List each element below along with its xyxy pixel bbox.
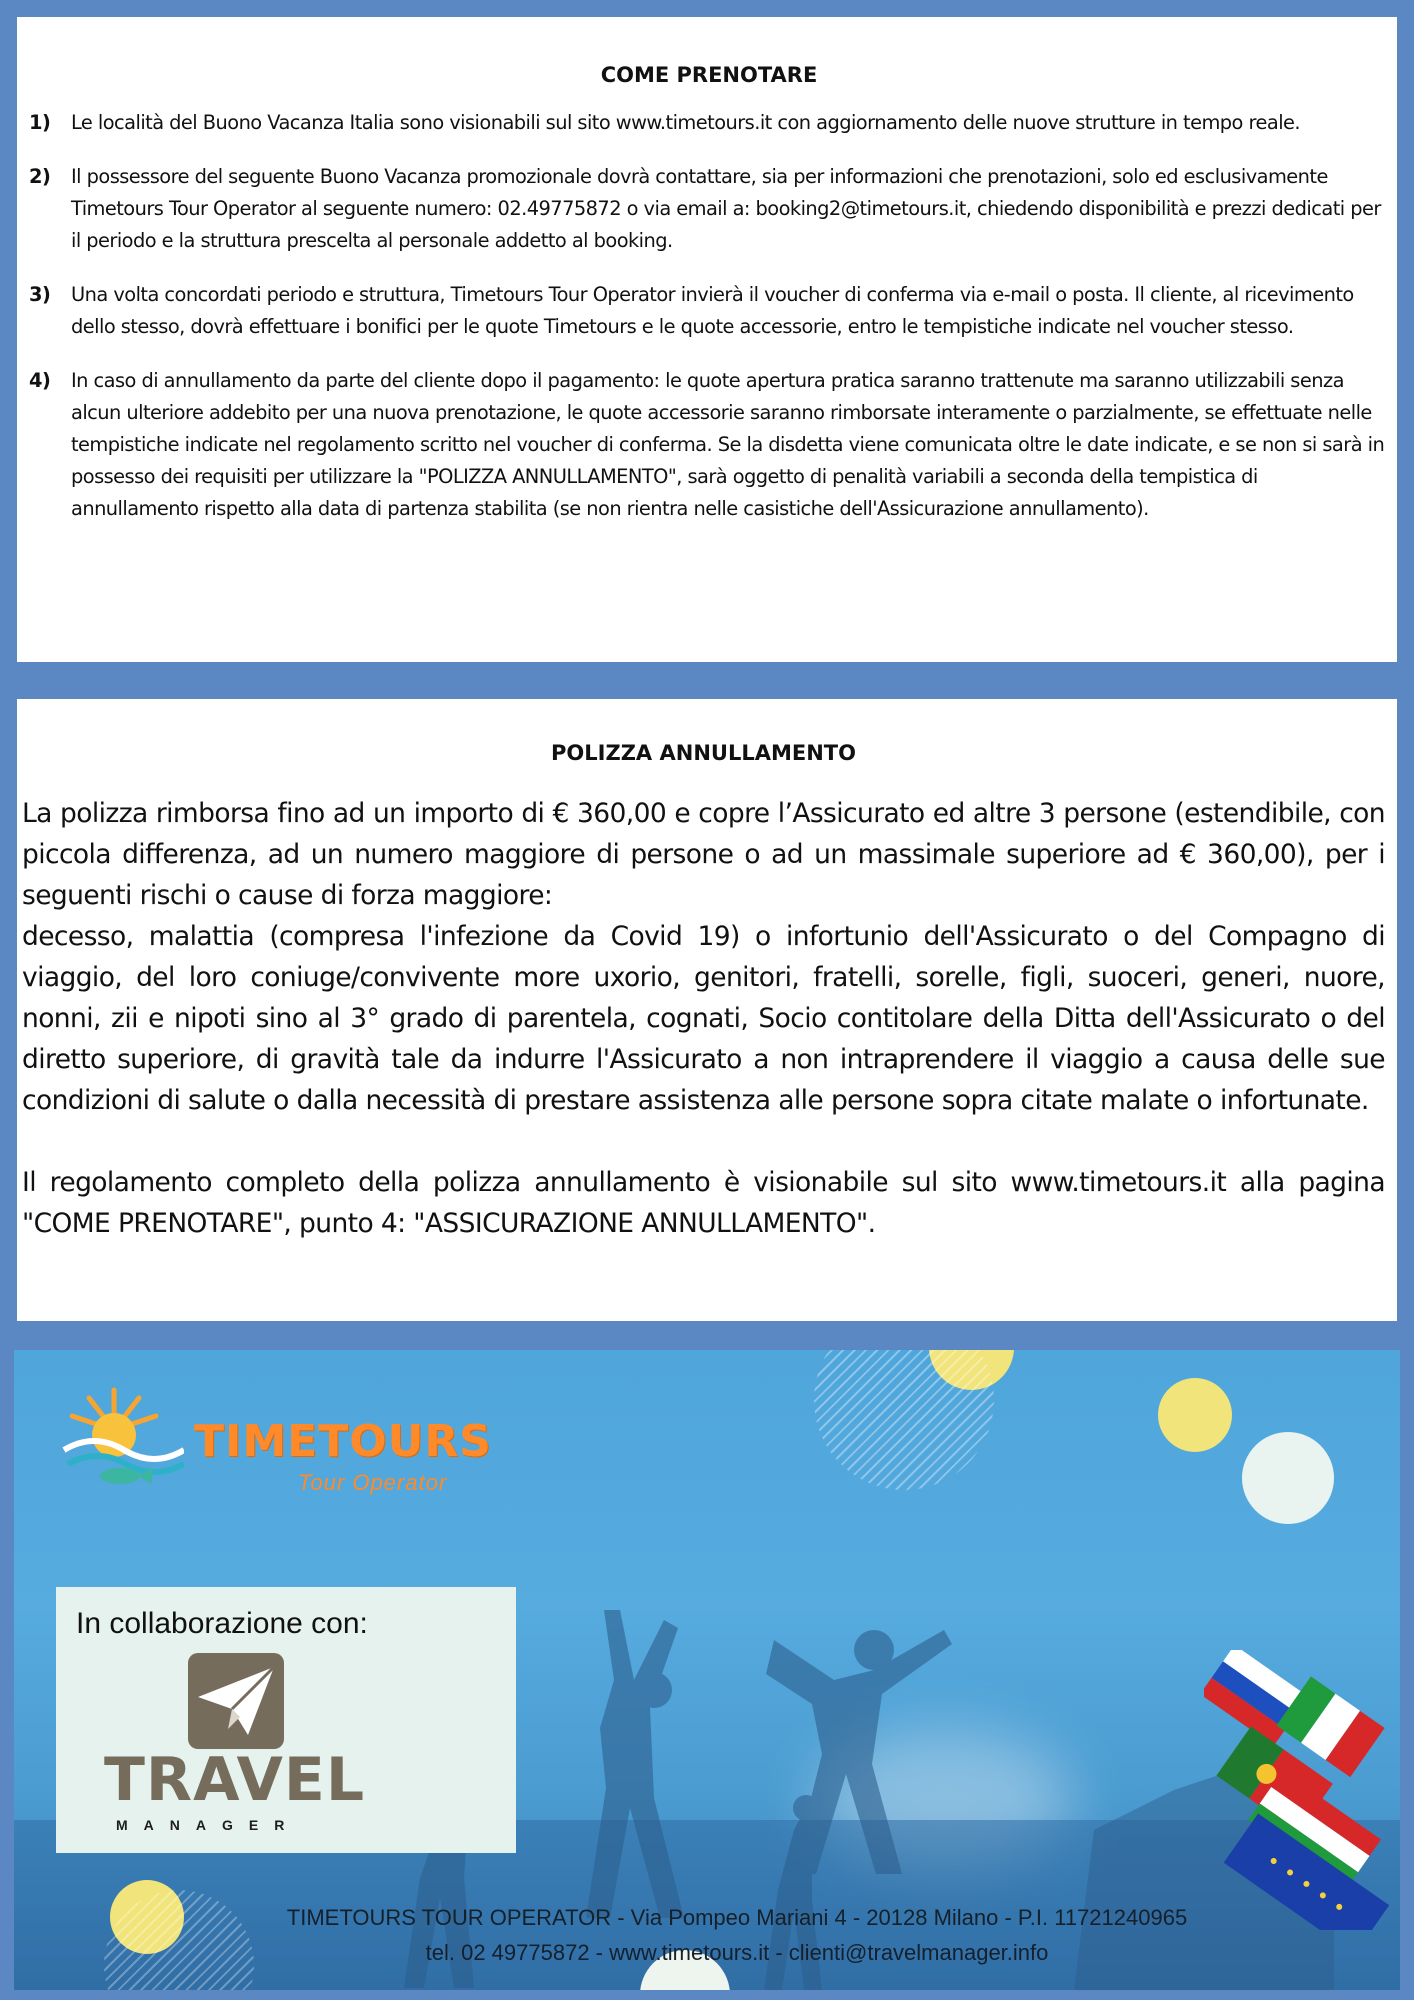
- list-item: [29, 161, 1389, 257]
- step-number: 2): [29, 165, 51, 188]
- step-text: Una volta concordati periodo e struttura, Timetours Tour Operator invierà il voucher di conferma via e-mail o posta. Il cliente, al ricevimento dello stesso, dovrà effettuare i bonifici per le quote Timetours e le quote accessorie, entro le tempistiche indicate nel voucher stesso.: [71, 283, 1354, 338]
- partner-name: TRAVEL: [104, 1745, 366, 1815]
- step-text: Il possessore del seguente Buono Vacanza promozionale dovrà contattare, sia per informazioni che prenotazioni, solo ed esclusivamente Timetours Tour Operator al seguente numero: 02.49775872 o via email a: booking2@timetours.it, chiedendo disponibilità e prezzi dedicati per il periodo e la struttura prescelta al personale addetto al booking.: [71, 165, 1381, 252]
- polizza-paragraph-2: decesso, malattia (compresa l'infezione da Covid 19) o infortunio dell'Assicurato o del Compagno di viaggio, del loro coniuge/convivente more uxorio, genitori, fratelli, sorelle, figli, suoceri, generi, nuore, nonni, zii e nipoti sino al 3° grado di parentela, cognati, Socio contitolare della Ditta dell'Assicurato o del diretto superiore, di gravità tale da indurre l'Assicurato a non intraprendere il viaggio a causa delle sue condizioni di salute o dalla necessità di prestare assistenza alle persone sopra citate malate o infortunate.: [22, 921, 1385, 1116]
- polizza-paragraph-1: La polizza rimborsa fino ad un importo di € 360,00 e copre l’Assicurato ed altre 3 persone (estendibile, con piccola differenza, ad un numero maggiore di persone o ad un massimale superiore ad € 360,00), per i seguenti rischi o cause di forza maggiore:: [22, 798, 1385, 911]
- step-text: Le località del Buono Vacanza Italia sono visionabili sul sito www.timetours.it con aggiornamento delle nuove strutture in tempo reale.: [71, 111, 1301, 134]
- come-prenotare-title: COME PRENOTARE: [600, 63, 818, 87]
- polizza-paragraph-3: Il regolamento completo della polizza annullamento è visionabile sul sito www.timetours.it alla pagina "COME PRENOTARE", punto 4: "ASSICURAZIONE ANNULLAMENTO".: [22, 1167, 1385, 1239]
- partner-subtitle: MANAGER: [116, 1817, 301, 1833]
- footer-address: TIMETOURS TOUR OPERATOR - Via Pompeo Mariani 4 - 20128 Milano - P.I. 11721240965: [286, 1905, 1188, 1930]
- step-number: 4): [29, 369, 51, 392]
- step-number: 3): [29, 283, 51, 306]
- timetours-logo: [54, 1380, 492, 1495]
- list-item: [29, 365, 1389, 525]
- list-item: [29, 107, 1389, 139]
- list-item: [29, 279, 1389, 343]
- come-prenotare-panel: [17, 17, 1397, 662]
- booking-steps-list: [29, 107, 1389, 525]
- polizza-title: POLIZZA ANNULLAMENTO: [551, 741, 856, 765]
- sun-wave-fish-icon: [54, 1380, 184, 1490]
- flags-decoration: [1204, 1650, 1400, 1930]
- step-text: In caso di annullamento da parte del cliente dopo il pagamento: le quote apertura pratica saranno trattenute ma saranno utilizzabili senza alcun ulteriore addebito per una nuova prenotazione, le quote accessorie saranno rimborsate interamente o parzialmente, se effettuate nelle tempistiche indicate nel regolamento scritto nel voucher di conferma. Se la disdetta viene comunicata oltre le date indicate, e se non si sarà in possesso dei requisiti per utilizzare la "POLIZZA ANNULLAMENTO", sarà oggetto di penalità variabili a seconda della tempistica di annullamento rispetto alla data di partenza stabilita (se non rientra nelle casistiche dell'Assicurazione annullamento).: [71, 369, 1385, 520]
- footer-contacts: tel. 02 49775872 - www.timetours.it - clienti@travelmanager.info: [425, 1940, 1049, 1965]
- polizza-panel: [17, 699, 1397, 1321]
- collaboration-box: [56, 1587, 516, 1853]
- collab-label: In collaborazione con:: [76, 1607, 368, 1640]
- step-number: 1): [29, 111, 51, 134]
- paper-plane-icon: [188, 1653, 284, 1749]
- brand-name: TIMETOURS: [194, 1416, 492, 1467]
- brand-subtitle: Tour Operator: [298, 1470, 448, 1495]
- promo-banner: [14, 1350, 1400, 1990]
